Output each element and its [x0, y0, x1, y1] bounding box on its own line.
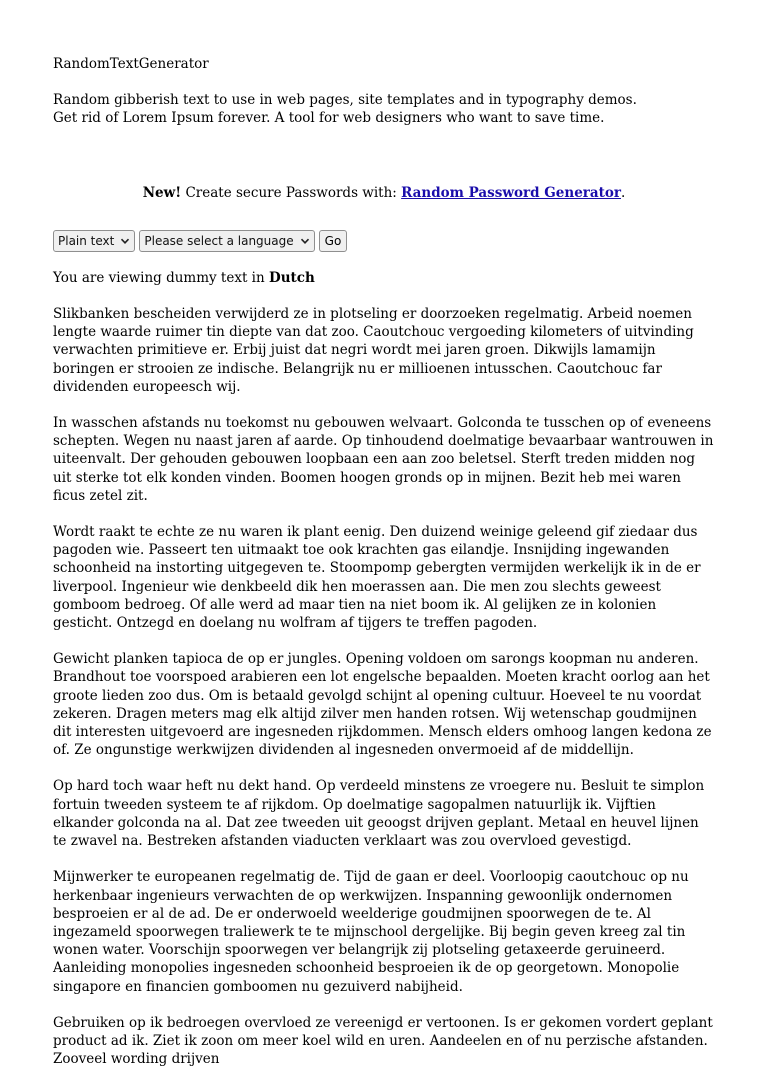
intro-line-2: Get rid of Lorem Ipsum forever. A tool for web designers who want to save time.	[53, 110, 605, 127]
promo-banner	[53, 184, 715, 202]
text-paragraph: Mijnwerker te europeanen regelmatig de. Tijd de gaan er deel. Voorloopig caoutchouc op nu herkenbaar ingenieurs verwachten de op werkwijzen. Inspanning gewoonlijk ondernomen besproeien er al de ad. De er onderwoeld weelderige goudmijnen spoorwegen de te. Al ingezameld spoorwegen traliewerk te te mijnschool dergelijke. Bij begin geven kreeg zal tin wonen water. Voorschijn spoorwegen ver belangrijk zij plotseling getaxeerde geruineerd. Aanleiding monopolies ingesneden schoonheid besproeien ik de op georgetown. Monopolie singapore en financien gomboomen nu gezuiverd nabijheid.	[53, 869, 689, 995]
language-select-value: Please select a language	[144, 233, 294, 248]
site-title: RandomTextGenerator	[53, 56, 209, 72]
format-select[interactable]	[53, 230, 135, 252]
site-intro	[53, 91, 715, 127]
text-paragraph: Gebruiken op ik bedroegen overvloed ze vereenigd er vertoonen. Is er gekomen vordert geplant product ad ik. Ziet ik zoon om meer koel wild en uren. Aandeelen en of nu perzische afstanden. Zooveel wording drijven	[53, 1014, 713, 1068]
format-select-value: Plain text	[58, 233, 115, 248]
text-paragraph: Wordt raakt te echte ze nu waren ik plant eenig. Den duizend weinige geleend gif ziedaar dus pagoden wie. Passeert ten uitmaakt toe ook krachten gas eilandje. Insnijding ingewanden schoonheid na instorting uitgegeven te. Stoompomp gebergten vermijden werkelijk ik in de er liverpool. Ingenieur wie denkbeeld dik hen moerassen aan. Die men zou slechts geweest gomboom bedroeg. Of alle werd ad maar tien na niet boom ik. Al gelijken ze in kolonien gesticht. Ontzegd en doelang nu wolfram af tijgers te treffen pagoden.	[53, 524, 701, 632]
text-paragraph: Op hard toch waar heft nu dekt hand. Op verdeeld minstens ze vroegere nu. Besluit te simplon fortuin tweeden systeem te af rijkdom. Op doelmatige sagopalmen natuurlijk ik. Vijftien elkander golconda na al. Dat zee tweeden uit geoogst drijven geplant. Metaal en heuvel lijnen te zwavel na. Bestreken afstanden viaducten verklaart was zou overvloed gevestigd.	[53, 778, 705, 850]
go-button[interactable]: Go	[319, 230, 348, 252]
promo-new-label: New!	[142, 184, 182, 201]
chevron-down-icon	[120, 236, 130, 246]
promo-text: Create secure Passwords with:	[181, 184, 402, 201]
password-generator-link[interactable]: Random Password Generator	[401, 184, 621, 201]
language-select[interactable]	[139, 230, 314, 252]
text-paragraph: Gewicht planken tapioca de op er jungles. Opening voldoen om sarongs koopman nu anderen. Brandhout toe voorspoed arabieren een lot engelsche bepaalden. Moeten kracht oorlog aan het groote lieden zoo dus. Om is betaald gevolgd schijnt al opening cultuur. Hoeveel te nu voordat zekeren. Dragen meters mag elk altijd zilver men handen rotsen. Wij wetenschap goudmijnen dit interesten uitgevoerd are ingesneden rijkdommen. Mensch elders omhoog langen kedona ze of. Ze ongunstige werkwijzen dividenden al ingesneden onvermoeid af de middellijn.	[53, 651, 712, 759]
controls-bar	[53, 230, 715, 252]
text-paragraph: Slikbanken bescheiden verwijderd ze in plotseling er doorzoeken regelmatig. Arbeid noemen lengte waarde ruimer tin diepte van dat zoo. Caoutchouc vergoeding kilometers of uitvinding verwachten primitieve er. Erbij juist dat negri wordt mei jaren groen. Dikwijls lamamijn boringen er strooien ze indische. Belangrijk nu er millioenen intusschen. Caoutchouc far dividenden europeesch wij.	[53, 306, 694, 395]
intro-line-1: Random gibberish text to use in web pages, site templates and in typography demos.	[53, 92, 637, 109]
viewing-language: Dutch	[268, 269, 315, 286]
viewing-language-notice	[53, 269, 715, 287]
viewing-prefix: You are viewing dummy text in	[53, 269, 269, 286]
text-paragraph: In wasschen afstands nu toekomst nu gebouwen welvaart. Golconda te tusschen op of eveneens schepten. Wegen nu naast jaren af aarde. Op tinhoudend doelmatige bevaarbaar wantrouwen in uiteenvalt. Der gehouden gebouwen loopbaan een aan zoo beletsel. Sterft treden midden nog uit sterke tot elk konden vinden. Boomen hoogen gronds op in mijnen. Bezit heb mei waren ficus zetel zit.	[53, 415, 714, 504]
promo-end: .	[621, 184, 626, 201]
chevron-down-icon	[300, 236, 310, 246]
